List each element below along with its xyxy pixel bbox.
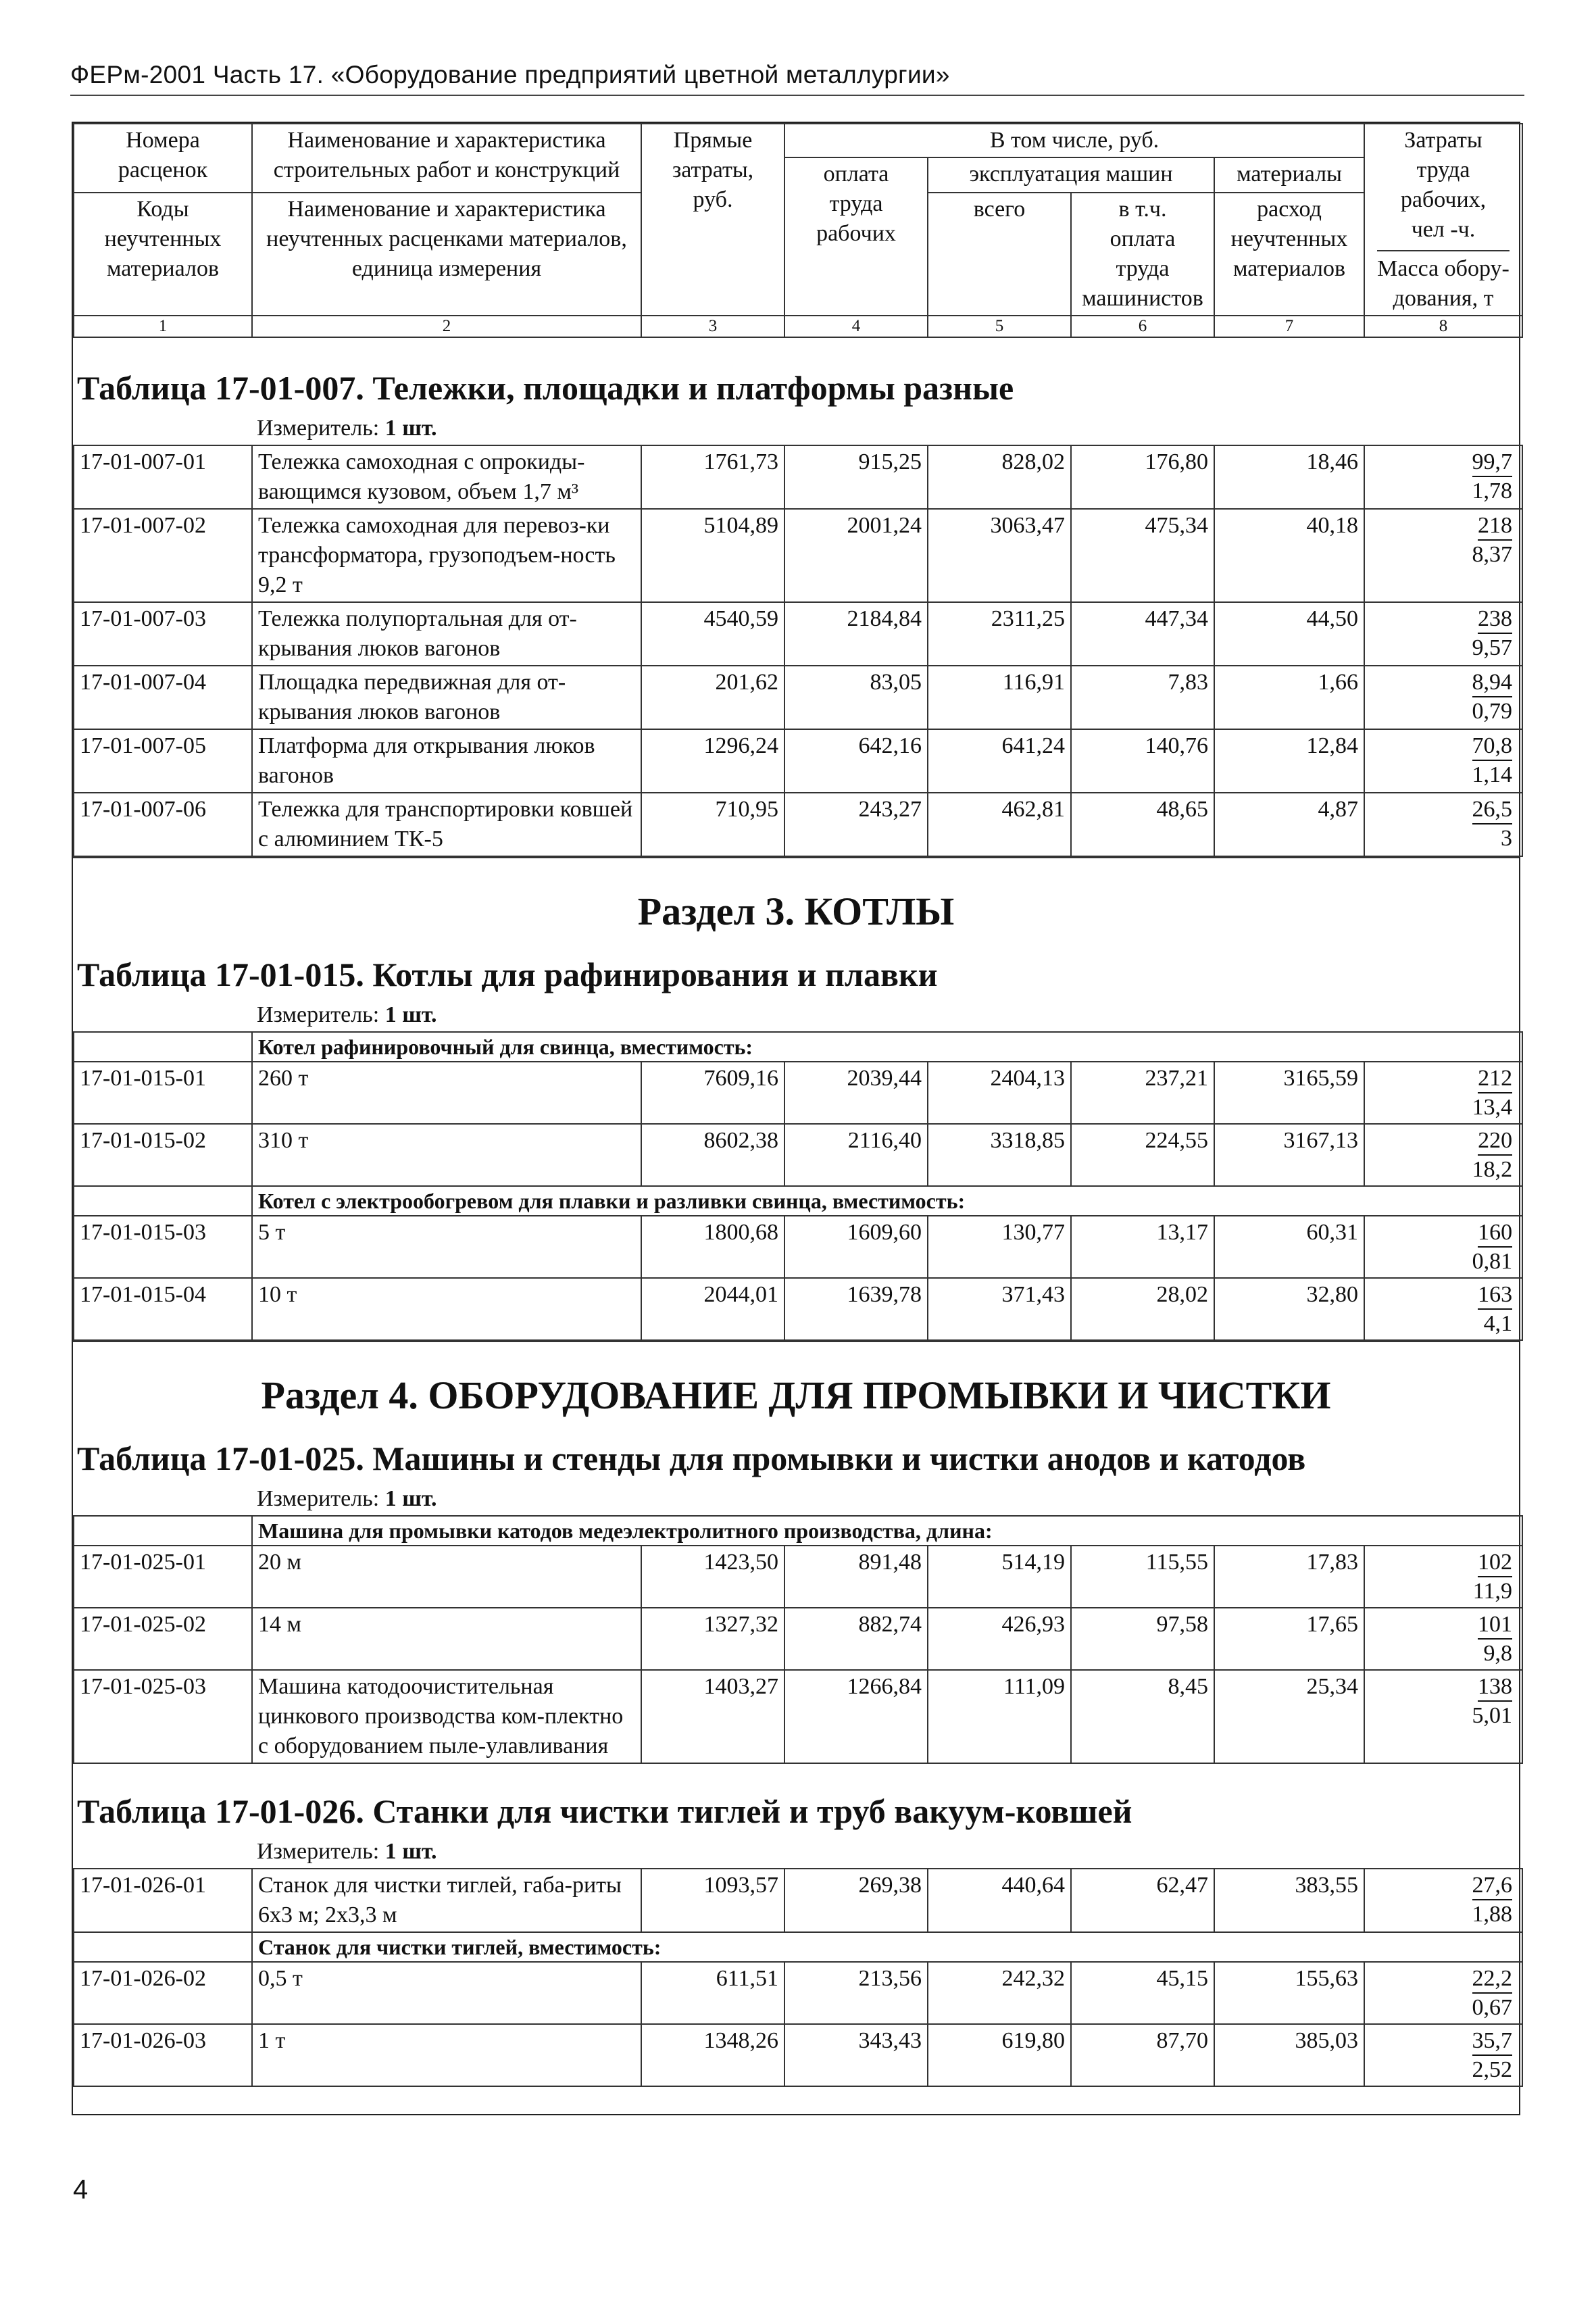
work-name: 1 т (252, 2024, 641, 2086)
table-row (74, 1278, 1522, 1340)
labor-hours-and-mass (1364, 1124, 1522, 1186)
labor-hours-and-mass (1364, 1608, 1522, 1670)
labor-hours: 138 (1478, 1673, 1512, 1702)
group-heading: Машина для промывки катодов медеэлектролитного производства, длина: (252, 1516, 1522, 1546)
rate-code: 17-01-015-04 (74, 1278, 252, 1340)
section-4-title: Раздел 4. ОБОРУДОВАНИЕ ДЛЯ ПРОМЫВКИ И ЧИСТКИ (73, 1341, 1519, 1426)
table-17-01-015-title: Таблица 17-01-015. Котлы для рафинирования и плавки (77, 956, 938, 993)
materials-cost: 17,83 (1214, 1546, 1364, 1608)
header-worker-pay (784, 157, 928, 316)
labor-hours: 99,7 (1472, 449, 1513, 477)
measure-unit: Измеритель: 1 шт. (257, 416, 437, 441)
materials-cost: 18,46 (1214, 445, 1364, 509)
direct-costs: 1327,32 (641, 1608, 784, 1670)
group-heading: Станок для чистки тиглей, вместимость: (252, 1932, 1522, 1962)
direct-costs: 4540,59 (641, 602, 784, 666)
group-heading: Котел с электрообогревом для плавки и разливки свинца, вместимость: (252, 1186, 1522, 1216)
operator-pay: 475,34 (1071, 509, 1214, 602)
table-row (74, 1546, 1522, 1608)
equipment-mass: 1,88 (1472, 1902, 1512, 1927)
header-line: неучтенных (1230, 226, 1348, 251)
group-heading-row (74, 1186, 1522, 1216)
labor-hours: 102 (1478, 1549, 1512, 1577)
header-line: затраты, (672, 157, 754, 182)
work-name: Тележка самоходная для перевоз-ки трансформатора, грузоподъем-ность 9,2 т (252, 509, 641, 602)
worker-pay: 1266,84 (784, 1670, 928, 1763)
work-name: 20 м (252, 1546, 641, 1608)
header-line: труда (1116, 256, 1170, 281)
table-17-01-026 (73, 1868, 1523, 2087)
machines-total: 641,24 (928, 729, 1071, 793)
machines-total: 514,19 (928, 1546, 1071, 1608)
worker-pay: 269,38 (784, 1869, 928, 1932)
col-number-6: 6 (1071, 316, 1214, 337)
col-number-4: 4 (784, 316, 928, 337)
machines-total: 828,02 (928, 445, 1071, 509)
work-name: Тележка для транспортировки ковшей с алюминием ТК-5 (252, 793, 641, 856)
operator-pay: 8,45 (1071, 1670, 1214, 1763)
worker-pay: 83,05 (784, 666, 928, 729)
col-number-2: 2 (252, 316, 641, 337)
machines-total: 426,93 (928, 1608, 1071, 1670)
table-row (74, 666, 1522, 729)
header-line: Коды (136, 197, 189, 222)
materials-cost: 12,84 (1214, 729, 1364, 793)
rate-code: 17-01-007-01 (74, 445, 252, 509)
rate-code: 17-01-007-05 (74, 729, 252, 793)
direct-costs: 1403,27 (641, 1670, 784, 1763)
direct-costs: 611,51 (641, 1962, 784, 2024)
worker-pay: 891,48 (784, 1546, 928, 1608)
worker-pay: 1639,78 (784, 1278, 928, 1340)
operator-pay: 28,02 (1071, 1278, 1214, 1340)
table-row (74, 1608, 1522, 1670)
page-number: 4 (73, 2175, 89, 2205)
labor-hours-and-mass (1364, 1546, 1522, 1608)
work-name: 10 т (252, 1278, 641, 1340)
rate-code: 17-01-025-03 (74, 1670, 252, 1763)
work-name: Платформа для открывания люков вагонов (252, 729, 641, 793)
col-number-7: 7 (1214, 316, 1364, 337)
worker-pay: 642,16 (784, 729, 928, 793)
col-number-8: 8 (1364, 316, 1522, 337)
rate-code: 17-01-015-02 (74, 1124, 252, 1186)
equipment-mass: 13,4 (1472, 1095, 1513, 1120)
machines-total: 619,80 (928, 2024, 1071, 2086)
header-line: строительных работ и конструкций (273, 157, 620, 182)
rate-code: 17-01-026-03 (74, 2024, 252, 2086)
equipment-mass: 3 (1501, 826, 1512, 851)
header-labor-hours-top (1370, 126, 1516, 245)
materials-cost: 385,03 (1214, 2024, 1364, 2086)
col-number-1: 1 (74, 316, 252, 337)
operator-pay: 48,65 (1071, 793, 1214, 856)
group-heading-blank (74, 1186, 252, 1216)
table-row (74, 509, 1522, 602)
group-heading-row (74, 1932, 1522, 1962)
table-17-01-007-title: Таблица 17-01-007. Тележки, площадки и платформы разные (77, 369, 1014, 407)
direct-costs: 1800,68 (641, 1216, 784, 1278)
rate-code: 17-01-007-04 (74, 666, 252, 729)
labor-hours: 218 (1478, 512, 1512, 541)
machines-total: 371,43 (928, 1278, 1071, 1340)
labor-hours-and-mass (1364, 445, 1522, 509)
equipment-mass: 4,1 (1483, 1311, 1513, 1336)
work-name: Станок для чистки тиглей, габа-риты 6х3 м; 2х3,3 м (252, 1869, 641, 1932)
labor-hours: 160 (1478, 1219, 1512, 1248)
group-heading-row (74, 1032, 1522, 1062)
materials-cost: 4,87 (1214, 793, 1364, 856)
worker-pay: 2184,84 (784, 602, 928, 666)
table-row (74, 1216, 1522, 1278)
direct-costs: 2044,01 (641, 1278, 784, 1340)
worker-pay: 2039,44 (784, 1062, 928, 1124)
col-number-3: 3 (641, 316, 784, 337)
labor-hours-and-mass (1364, 509, 1522, 602)
header-line: Прямые (673, 128, 753, 153)
header-direct-costs (641, 124, 784, 316)
header-line: оплата (1109, 226, 1176, 251)
header-rate-numbers (74, 124, 252, 193)
header-line: оплата (823, 162, 889, 187)
header-materials: материалы (1214, 157, 1364, 193)
table-row (74, 602, 1522, 666)
operator-pay: 13,17 (1071, 1216, 1214, 1278)
equipment-mass: 1,14 (1472, 762, 1512, 787)
column-header (73, 123, 1523, 338)
materials-cost: 25,34 (1214, 1670, 1364, 1763)
materials-cost: 44,50 (1214, 602, 1364, 666)
equipment-mass: 0,79 (1472, 699, 1512, 724)
header-machines-total: всего (928, 193, 1071, 316)
materials-cost: 17,65 (1214, 1608, 1364, 1670)
equipment-mass: 8,37 (1472, 542, 1512, 567)
header-line: неучтенных (104, 226, 222, 251)
page-title: ФЕРм-2001 Часть 17. «Оборудование предприятий цветной металлургии» (70, 61, 1524, 96)
header-line: Затраты (1404, 128, 1482, 153)
labor-hours: 238 (1478, 606, 1512, 634)
header-line: в т.ч. (1118, 197, 1167, 222)
table-row (74, 793, 1522, 856)
operator-pay: 62,47 (1071, 1869, 1214, 1932)
header-materials-consumption (1214, 193, 1364, 316)
group-heading-blank (74, 1932, 252, 1962)
measure-unit: Измеритель: 1 шт. (257, 1839, 437, 1864)
group-heading-row (74, 1516, 1522, 1546)
labor-hours: 220 (1478, 1127, 1512, 1156)
worker-pay: 2001,24 (784, 509, 928, 602)
header-line: чел -ч. (1411, 217, 1476, 242)
table-17-01-025-title: Таблица 17-01-025. Машины и стенды для промывки и чистки анодов и катодов (77, 1439, 1306, 1477)
direct-costs: 1296,24 (641, 729, 784, 793)
header-line: Номера (126, 128, 200, 153)
machines-total: 111,09 (928, 1670, 1071, 1763)
header-line: материалов (1232, 256, 1346, 281)
labor-hours-and-mass (1364, 666, 1522, 729)
materials-cost: 3165,59 (1214, 1062, 1364, 1124)
rate-code: 17-01-007-06 (74, 793, 252, 856)
table-row (74, 1124, 1522, 1186)
machines-total: 440,64 (928, 1869, 1071, 1932)
group-heading: Котел рафинировочный для свинца, вместимость: (252, 1032, 1522, 1062)
machines-total: 2404,13 (928, 1062, 1071, 1124)
worker-pay: 882,74 (784, 1608, 928, 1670)
equipment-mass: 11,9 (1472, 1579, 1513, 1604)
table-row (74, 1962, 1522, 2024)
operator-pay: 237,21 (1071, 1062, 1214, 1124)
table-row (74, 2024, 1522, 2086)
machines-total: 130,77 (928, 1216, 1071, 1278)
equipment-mass: 5,01 (1472, 1703, 1513, 1728)
work-name: Тележка полупортальная для от-крывания люков вагонов (252, 602, 641, 666)
table-bottom-spacer (73, 2087, 1519, 2114)
machines-total: 242,32 (928, 1962, 1071, 2024)
rate-code: 17-01-026-02 (74, 1962, 252, 2024)
labor-hours: 8,94 (1472, 669, 1513, 697)
table-row (74, 729, 1522, 793)
labor-hours-and-mass (1364, 1278, 1522, 1340)
header-labor-hours (1364, 124, 1522, 316)
machines-total: 462,81 (928, 793, 1071, 856)
rate-code: 17-01-007-03 (74, 602, 252, 666)
equipment-mass: 0,67 (1472, 1995, 1512, 2020)
group-heading-blank (74, 1516, 252, 1546)
labor-hours-and-mass (1364, 2024, 1522, 2086)
worker-pay: 1609,60 (784, 1216, 928, 1278)
table-17-01-025 (73, 1515, 1523, 1764)
labor-hours: 27,6 (1472, 1872, 1513, 1900)
materials-cost: 155,63 (1214, 1962, 1364, 2024)
work-name: 0,5 т (252, 1962, 641, 2024)
header-line: неучтенных расценками материалов, (266, 226, 627, 251)
header-line: единица измерения (351, 256, 542, 281)
work-name: Машина катодоочистительная цинкового производства ком-плектно с оборудованием пыле-улавливания (252, 1670, 641, 1763)
labor-hours: 70,8 (1472, 733, 1513, 761)
operator-pay: 115,55 (1071, 1546, 1214, 1608)
direct-costs: 7609,16 (641, 1062, 784, 1124)
direct-costs: 1348,26 (641, 2024, 784, 2086)
direct-costs: 1093,57 (641, 1869, 784, 1932)
equipment-mass: 9,8 (1483, 1641, 1513, 1666)
header-line: рабочих (816, 221, 896, 246)
direct-costs: 1423,50 (641, 1546, 784, 1608)
labor-hours-and-mass (1364, 1670, 1522, 1763)
operator-pay: 7,83 (1071, 666, 1214, 729)
labor-hours: 26,5 (1472, 796, 1513, 824)
header-including: В том числе, руб. (784, 124, 1364, 157)
worker-pay: 243,27 (784, 793, 928, 856)
labor-hours-and-mass (1364, 1062, 1522, 1124)
operator-pay: 224,55 (1071, 1124, 1214, 1186)
header-line: Наименование и характеристика (287, 128, 606, 153)
labor-hours: 101 (1478, 1611, 1512, 1640)
header-equipment-mass (1370, 254, 1516, 314)
machines-total: 3318,85 (928, 1124, 1071, 1186)
labor-hours-and-mass (1364, 1962, 1522, 2024)
direct-costs: 5104,89 (641, 509, 784, 602)
header-unaccounted-materials (252, 193, 641, 316)
measure-unit: Измеритель: 1 шт. (257, 1486, 437, 1511)
materials-cost: 40,18 (1214, 509, 1364, 602)
work-name: Площадка передвижная для от-крывания люков вагонов (252, 666, 641, 729)
table-17-01-015 (73, 1031, 1523, 1341)
rate-code: 17-01-025-01 (74, 1546, 252, 1608)
direct-costs: 710,95 (641, 793, 784, 856)
header-line: Масса обору- (1377, 256, 1510, 281)
operator-pay: 87,70 (1071, 2024, 1214, 2086)
header-line: руб. (693, 187, 733, 212)
work-name: 260 т (252, 1062, 641, 1124)
direct-costs: 8602,38 (641, 1124, 784, 1186)
col-number-5: 5 (928, 316, 1071, 337)
operator-pay: 97,58 (1071, 1608, 1214, 1670)
equipment-mass: 9,57 (1472, 635, 1512, 660)
equipment-mass: 1,78 (1472, 478, 1512, 503)
worker-pay: 213,56 (784, 1962, 928, 2024)
operator-pay: 140,76 (1071, 729, 1214, 793)
labor-hours: 35,7 (1472, 2027, 1513, 2056)
operator-pay: 447,34 (1071, 602, 1214, 666)
measure-unit: Измеритель: 1 шт. (257, 1002, 437, 1027)
work-name: 310 т (252, 1124, 641, 1186)
equipment-mass: 18,2 (1472, 1157, 1513, 1182)
labor-hours: 212 (1478, 1065, 1512, 1093)
materials-cost: 60,31 (1214, 1216, 1364, 1278)
group-heading-blank (74, 1032, 252, 1062)
equipment-mass: 0,81 (1472, 1249, 1513, 1274)
materials-cost: 3167,13 (1214, 1124, 1364, 1186)
materials-cost: 383,55 (1214, 1869, 1364, 1932)
header-line: рабочих, (1400, 187, 1487, 212)
header-operator-pay (1071, 193, 1214, 316)
worker-pay: 343,43 (784, 2024, 928, 2086)
header-line: труда (829, 191, 883, 216)
rate-code: 17-01-015-01 (74, 1062, 252, 1124)
rate-code: 17-01-007-02 (74, 509, 252, 602)
worker-pay: 915,25 (784, 445, 928, 509)
direct-costs: 201,62 (641, 666, 784, 729)
table-17-01-026-title: Таблица 17-01-026. Станки для чистки тиглей и труб вакуум-ковшей (77, 1792, 1132, 1830)
header-work-name (252, 124, 641, 193)
header-line: расценок (118, 157, 208, 182)
materials-cost: 1,66 (1214, 666, 1364, 729)
worker-pay: 2116,40 (784, 1124, 928, 1186)
work-name: 14 м (252, 1608, 641, 1670)
rate-code: 17-01-026-01 (74, 1869, 252, 1932)
machines-total: 3063,47 (928, 509, 1071, 602)
machines-total: 116,91 (928, 666, 1071, 729)
header-line: расход (1257, 197, 1322, 222)
table-17-01-007 (73, 445, 1523, 857)
labor-hours-and-mass (1364, 1869, 1522, 1932)
table-row (74, 1062, 1522, 1124)
equipment-mass: 2,52 (1472, 2057, 1512, 2082)
labor-hours-and-mass (1364, 793, 1522, 856)
header-line: труда (1416, 157, 1470, 182)
operator-pay: 176,80 (1071, 445, 1214, 509)
header-line: дования, т (1393, 286, 1494, 311)
materials-cost: 32,80 (1214, 1278, 1364, 1340)
section-3-title: Раздел 3. КОТЛЫ (73, 857, 1519, 942)
direct-costs: 1761,73 (641, 445, 784, 509)
table-row (74, 1869, 1522, 1932)
rates-table-frame (72, 122, 1520, 2115)
labor-hours: 163 (1478, 1281, 1512, 1310)
header-line: материалов (106, 256, 220, 281)
labor-hours-and-mass (1364, 1216, 1522, 1278)
header-machine-operation: эксплуатация машин (928, 157, 1214, 193)
labor-hours: 22,2 (1472, 1965, 1513, 1994)
labor-hours-and-mass (1364, 602, 1522, 666)
work-name: Тележка самоходная с опрокиды-вающимся кузовом, объем 1,7 м³ (252, 445, 641, 509)
header-unaccounted-codes (74, 193, 252, 316)
table-row (74, 1670, 1522, 1763)
header-line: Наименование и характеристика (287, 197, 606, 222)
header-line: машинистов (1082, 286, 1203, 311)
operator-pay: 45,15 (1071, 1962, 1214, 2024)
labor-hours-and-mass (1364, 729, 1522, 793)
rate-code: 17-01-025-02 (74, 1608, 252, 1670)
work-name: 5 т (252, 1216, 641, 1278)
machines-total: 2311,25 (928, 602, 1071, 666)
table-row (74, 445, 1522, 509)
rate-code: 17-01-015-03 (74, 1216, 252, 1278)
